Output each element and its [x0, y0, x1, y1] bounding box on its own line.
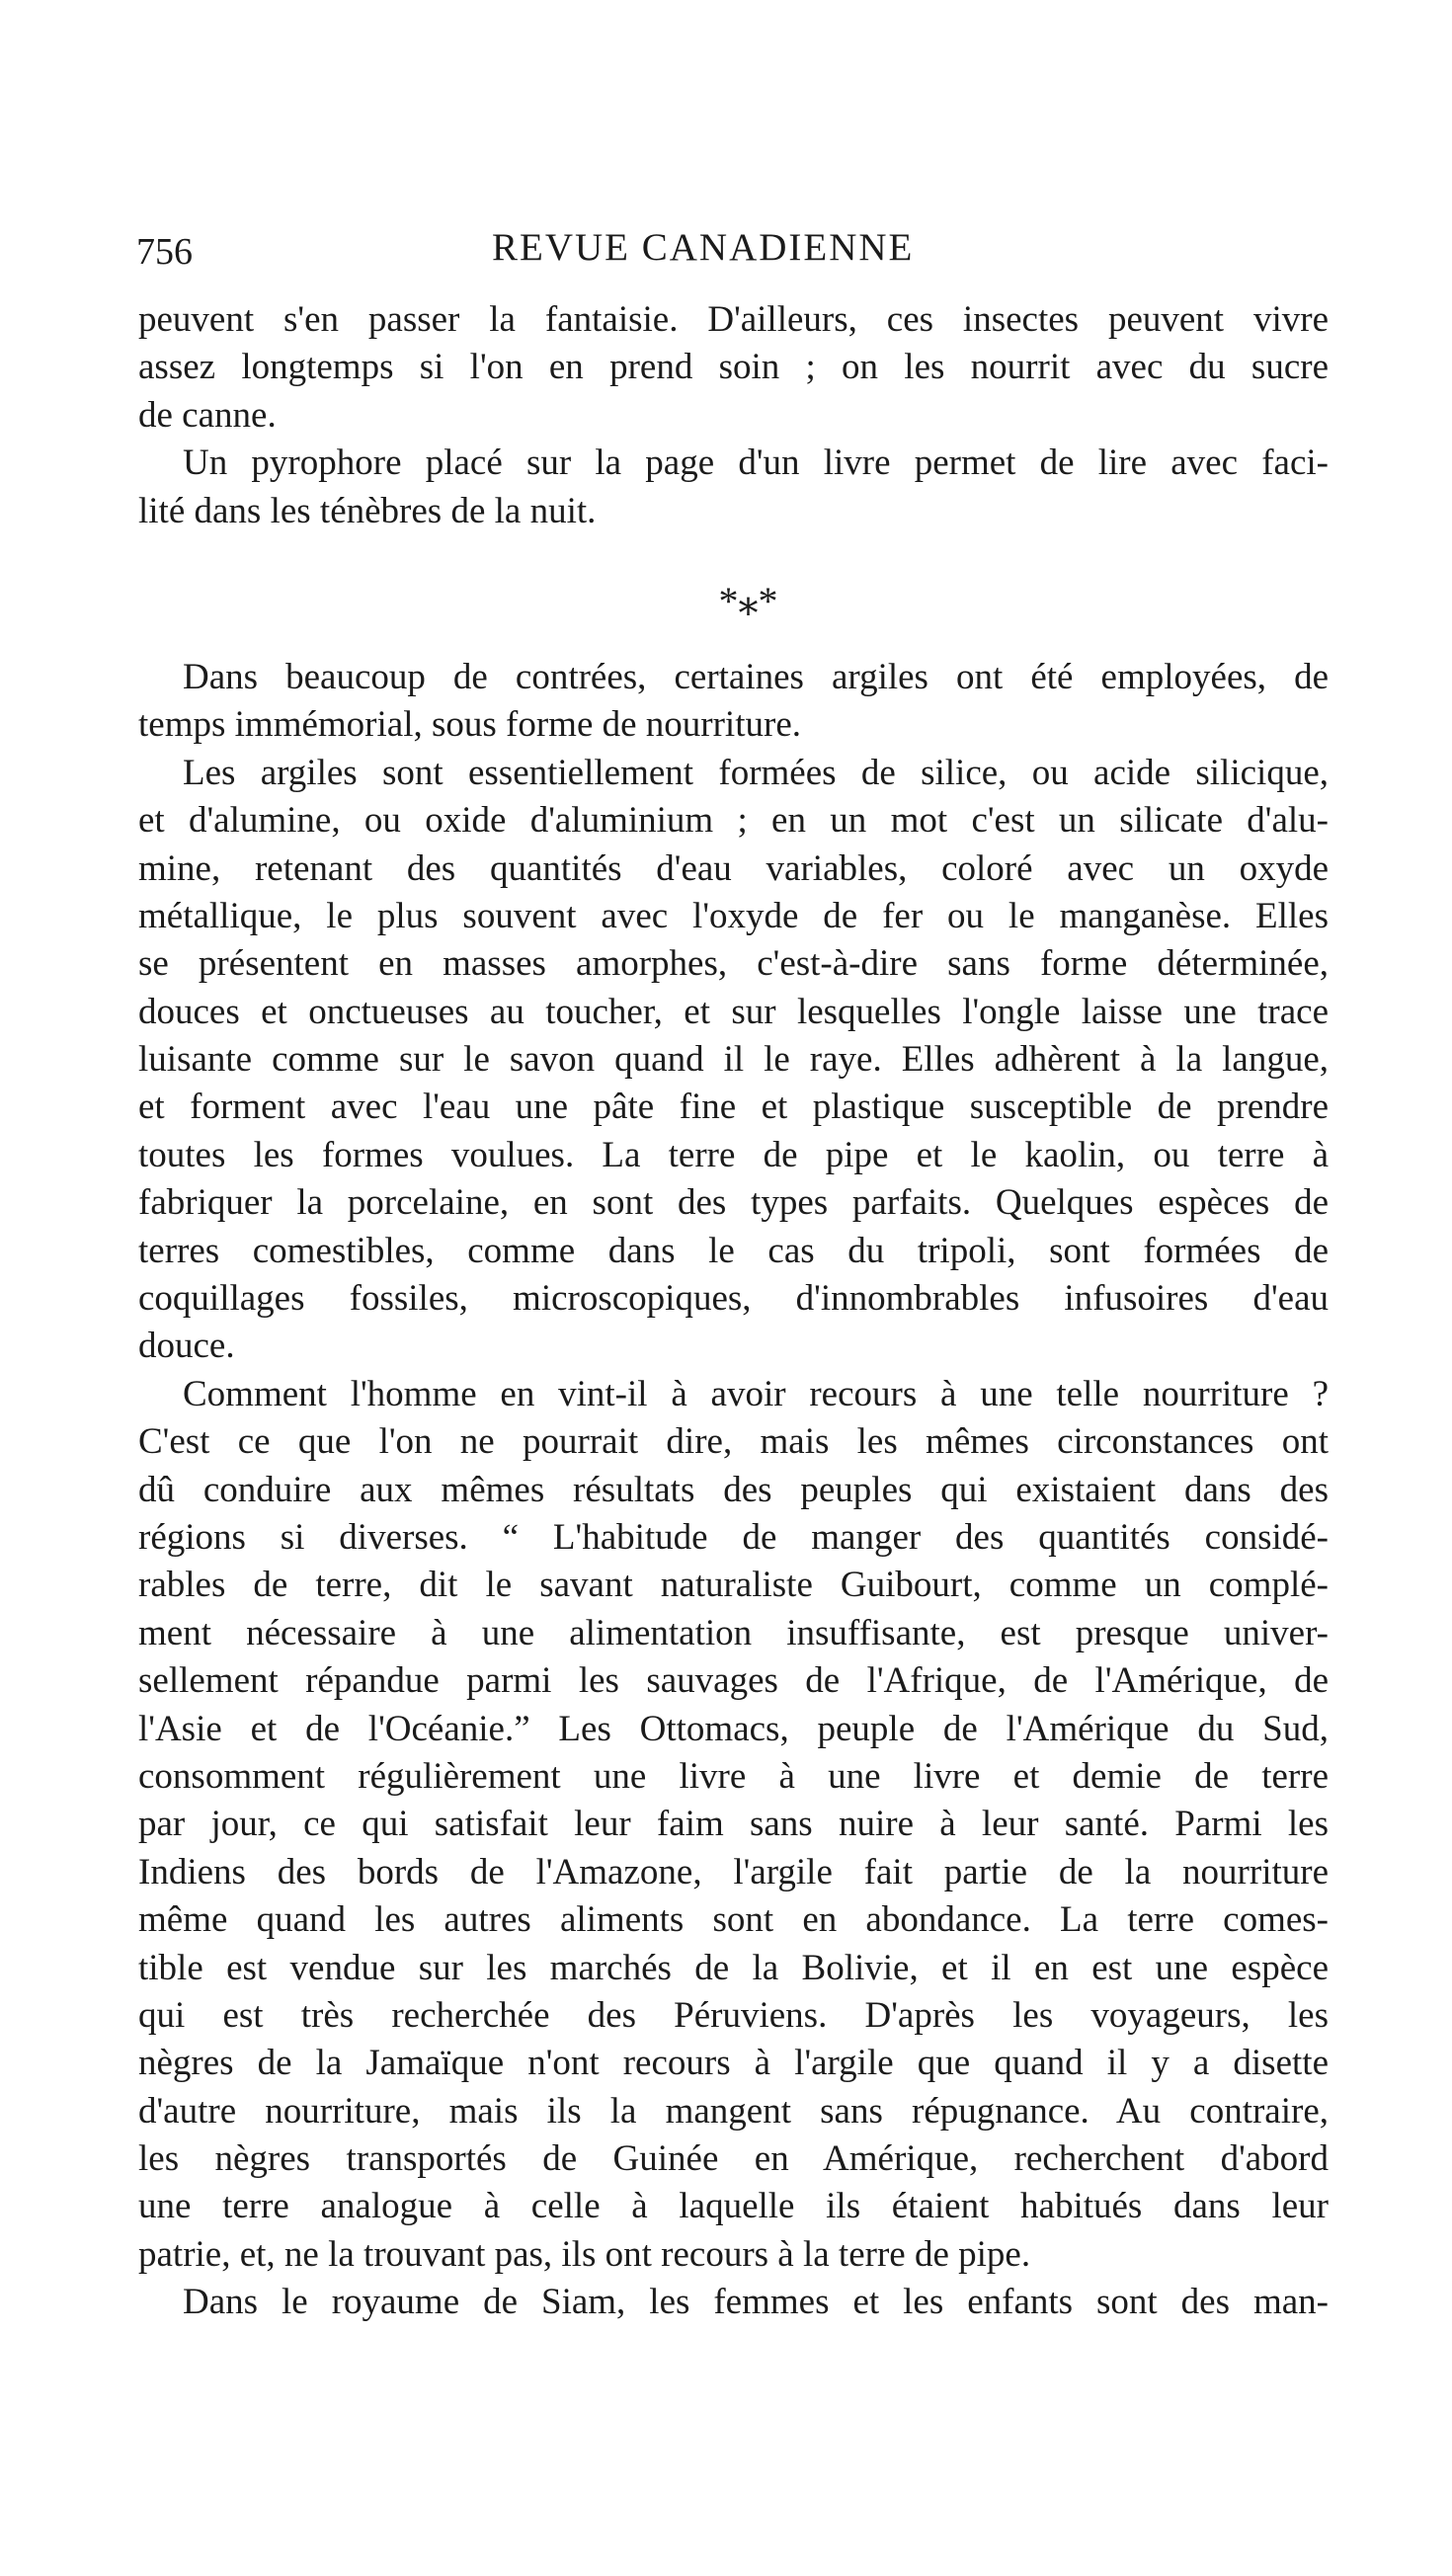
text-line: Comment l'homme en vint-il à avoir recours à une telle nourriture ? — [183, 1373, 1329, 1414]
paragraph — [138, 2279, 1329, 2326]
text-line: tible est vendue sur les marchés de la Bolivie, et il en est une espèce — [138, 1947, 1329, 1988]
text-line: Les argiles sont essentiellement formées de silice, ou acide silicique, — [183, 752, 1329, 793]
text-line: assez longtemps si l'on en prend soin ; on les nourrit avec du sucre — [138, 347, 1329, 388]
text-line: dû conduire aux mêmes résultats des peuples qui existaient dans des — [138, 1469, 1329, 1510]
text-line: patrie, et, ne la trouvant pas, ils ont recours à la terre de pipe. — [138, 2233, 1031, 2275]
text-line: consomment régulièrement une livre à une livre et demie de terre — [138, 1755, 1329, 1797]
text-line: et forment avec l'eau une pâte fine et plastique susceptible de prendre — [138, 1087, 1329, 1128]
running-title: REVUE CANADIENNE — [492, 226, 915, 269]
text-line: peuvent s'en passer la fantaisie. D'ailleurs, ces insectes peuvent vivre — [138, 299, 1329, 340]
page-header — [136, 222, 1322, 282]
text-line: douces et onctueuses au toucher, et sur lesquelles l'ongle laisse une trace — [138, 991, 1329, 1032]
paragraph — [138, 440, 1329, 535]
text-line: mine, retenant des quantités d'eau variables, coloré avec un oxyde — [138, 847, 1329, 889]
text-line: Indiens des bords de l'Amazone, l'argile fait partie de la nourriture — [138, 1851, 1329, 1892]
text-line: douce. — [138, 1326, 235, 1367]
text-line: qui est très recherchée des Péruviens. D'après les voyageurs, les — [138, 1994, 1329, 2036]
page-number: 756 — [136, 231, 193, 273]
text-line: terres comestibles, comme dans le cas du tripoli, sont formées de — [138, 1230, 1329, 1271]
text-line: même quand les autres aliments sont en abondance. La terre comes- — [138, 1899, 1329, 1941]
text-line: lité dans les ténèbres de la nuit. — [138, 490, 597, 531]
text-line: fabriquer la porcelaine, en sont des types parfaits. Quelques espèces de — [138, 1182, 1329, 1224]
text-line: d'autre nourriture, mais ils la mangent sans répugnance. Au contraire, — [138, 2090, 1329, 2132]
text-line: Dans le royaume de Siam, les femmes et les enfants sont des man- — [183, 2282, 1329, 2323]
text-line: métallique, le plus souvent avec l'oxyde de fer ou le manganèse. Elles — [138, 895, 1329, 936]
text-line: ment nécessaire à une alimentation insuffisante, est presque univer- — [138, 1612, 1329, 1653]
text-line: rables de terre, dit le savant naturaliste Guibourt, comme un complé- — [138, 1565, 1329, 1606]
text-line: de canne. — [138, 394, 277, 436]
text-line: par jour, ce qui satisfait leur faim sans nuire à leur santé. Parmi les — [138, 1804, 1329, 1845]
text-line: sellement répandue parmi les sauvages de l'Afrique, de l'Amérique, de — [138, 1660, 1329, 1702]
text-line: et d'alumine, ou oxide d'aluminium ; en un mot c'est un silicate d'alu- — [138, 800, 1329, 842]
text-line: toutes les formes voulues. La terre de pipe et le kaolin, ou terre à — [138, 1134, 1329, 1175]
body-text — [138, 296, 1329, 2327]
text-line: luisante comme sur le savon quand il le raye. Elles adhèrent à la langue, — [138, 1039, 1329, 1081]
text-line: C'est ce que l'on ne pourrait dire, mais les mêmes circonstances ont — [138, 1421, 1329, 1463]
paragraph — [138, 1371, 1329, 2279]
section-separator: *⁎* — [718, 578, 778, 623]
paragraph — [138, 750, 1329, 1371]
text-line: Dans beaucoup de contrées, certaines argiles ont été employées, de — [183, 656, 1329, 697]
text-line: nègres de la Jamaïque n'ont recours à l'argile que quand il y a disette — [138, 2043, 1329, 2084]
text-line: se présentent en masses amorphes, c'est-à-dire sans forme déterminée, — [138, 943, 1329, 985]
text-line: régions si diverses. “ L'habitude de manger des quantités considé- — [138, 1516, 1329, 1558]
paragraph — [138, 654, 1329, 750]
text-line: l'Asie et de l'Océanie.” Les Ottomacs, peuple de l'Amérique du Sud, — [138, 1708, 1329, 1749]
text-line: les nègres transportés de Guinée en Amérique, recherchent d'abord — [138, 2138, 1329, 2180]
text-line: temps immémorial, sous forme de nourriture. — [138, 704, 801, 746]
text-line: une terre analogue à celle à laquelle ils étaient habitués dans leur — [138, 2186, 1329, 2227]
paragraph — [138, 296, 1329, 440]
text-line: Un pyrophore placé sur la page d'un livre permet de lire avec faci- — [183, 443, 1329, 484]
text-line: coquillages fossiles, microscopiques, d'innombrables infusoires d'eau — [138, 1278, 1329, 1320]
